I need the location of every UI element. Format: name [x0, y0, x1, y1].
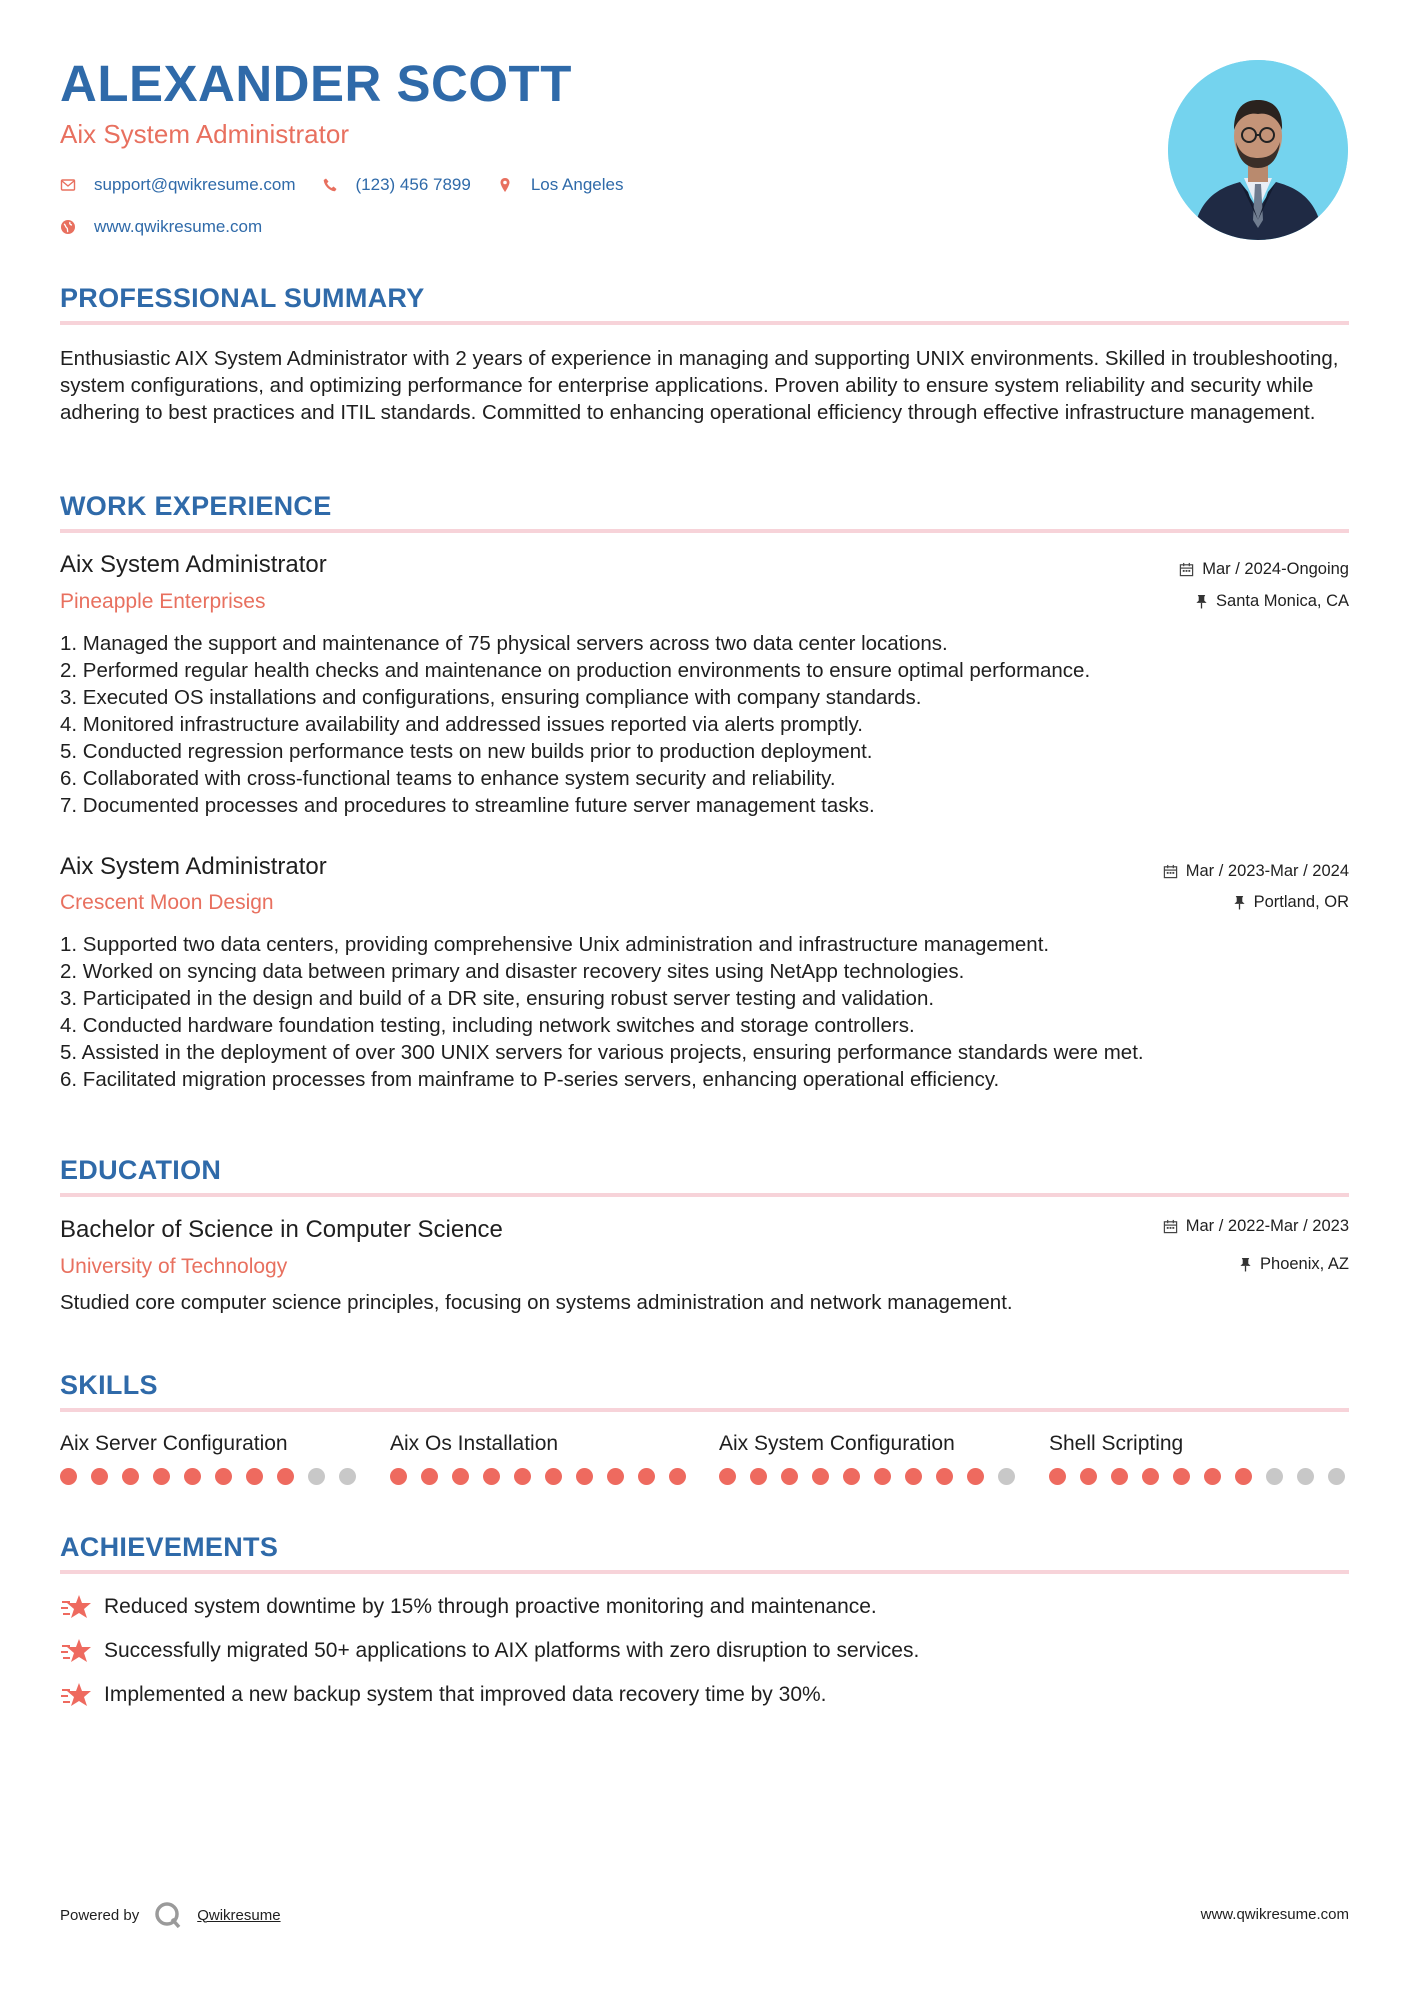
degree-title: Bachelor of Science in Computer Science [60, 1216, 503, 1243]
education-text: Studied core computer science principles, focusing on systems administration and network management. [60, 1291, 1013, 1314]
skill-rating [719, 1468, 1029, 1485]
summary-text: Enthusiastic AIX System Administrator with 2 years of experience in managing and supporting UNIX environments. Skilled in troubleshooting, system configurations, and optimizing performance for enterprise applications. Proven ability to ensure system reliability and security while adhering to best practices and ITIL standards. Committed to enhancing operational efficiency through effective infrastructure management. [60, 347, 1339, 424]
star-award-icon [60, 1592, 92, 1622]
job-company: Pineapple Enterprises [60, 590, 266, 613]
skill-item [60, 1433, 360, 1454]
list-item: 7. Documented processes and procedures to streamline future server management tasks. [60, 794, 875, 817]
job-dates [1163, 863, 1349, 880]
phone-icon [322, 177, 338, 193]
rating-dot-filled [874, 1468, 891, 1485]
candidate-role: Aix System Administrator [60, 119, 349, 149]
calendar-icon [1179, 562, 1194, 577]
achievement-text: Implemented a new backup system that improved data recovery time by 30%. [104, 1683, 827, 1706]
job-company: Crescent Moon Design [60, 891, 274, 914]
pushpin-icon [1239, 1257, 1252, 1272]
achievement-item [60, 1680, 827, 1710]
website-row [60, 217, 288, 237]
rating-dot-filled [514, 1468, 531, 1485]
rating-dot-filled [60, 1468, 77, 1485]
rating-dot-empty [1266, 1468, 1283, 1485]
list-item: 5. Assisted in the deployment of over 300 UNIX servers for various projects, ensuring performance standards were met. [60, 1041, 1144, 1064]
skill-rating [60, 1468, 370, 1485]
profile-photo [1168, 60, 1348, 240]
calendar-icon [1163, 864, 1178, 879]
achievement-text: Reduced system downtime by 15% through proactive monitoring and maintenance. [104, 1595, 877, 1618]
list-item: 6. Facilitated migration processes from mainframe to P-series servers, enhancing operational efficiency. [60, 1068, 1000, 1091]
rating-dot-filled [1111, 1468, 1128, 1485]
education-dates [1163, 1218, 1349, 1235]
rating-dot-filled [545, 1468, 562, 1485]
education-location-text: Phoenix, AZ [1260, 1255, 1349, 1273]
candidate-name: ALEXANDER SCOTT [60, 55, 572, 112]
job-location-text: Portland, OR [1253, 893, 1349, 911]
list-item: 2. Worked on syncing data between primary and disaster recovery sites using NetApp technologies. [60, 960, 965, 983]
profile-photo-illustration [1168, 60, 1348, 240]
section-divider [60, 321, 1349, 325]
rating-dot-filled [421, 1468, 438, 1485]
education-dates-text: Mar / 2022-Mar / 2023 [1185, 1217, 1349, 1235]
phone-item[interactable] [322, 175, 471, 195]
rating-dot-filled [812, 1468, 829, 1485]
rating-dot-filled [1235, 1468, 1252, 1485]
section-divider [60, 1408, 1349, 1412]
rating-dot-filled [122, 1468, 139, 1485]
job-location [1195, 593, 1349, 610]
rating-dot-empty [339, 1468, 356, 1485]
school-name: University of Technology [60, 1255, 288, 1278]
list-item: 4. Conducted hardware foundation testing, including network switches and storage controllers. [60, 1014, 915, 1037]
rating-dot-filled [246, 1468, 263, 1485]
rating-dot-filled [607, 1468, 624, 1485]
rating-dot-filled [781, 1468, 798, 1485]
rating-dot-filled [750, 1468, 767, 1485]
star-award-icon [60, 1680, 92, 1710]
achievement-item [60, 1592, 877, 1622]
rating-dot-filled [936, 1468, 953, 1485]
job-location-text: Santa Monica, CA [1216, 592, 1349, 610]
job-title: Aix System Administrator [60, 551, 327, 578]
section-divider [60, 529, 1349, 533]
rating-dot-empty [1328, 1468, 1345, 1485]
footer-powered-by [60, 1900, 281, 1930]
brand-link[interactable]: Qwikresume [197, 1906, 281, 1924]
website-text: www.qwikresume.com [94, 217, 263, 236]
list-item: 3. Executed OS installations and configurations, ensuring compliance with company standards. [60, 686, 922, 709]
rating-dot-filled [967, 1468, 984, 1485]
rating-dot-filled [452, 1468, 469, 1485]
pushpin-icon [1233, 895, 1246, 910]
section-divider [60, 1570, 1349, 1574]
list-item: 3. Participated in the design and build of a DR site, ensuring robust server testing and validation. [60, 987, 935, 1010]
skill-rating [390, 1468, 700, 1485]
rating-dot-filled [483, 1468, 500, 1485]
list-item: 5. Conducted regression performance tests on new builds prior to production deployment. [60, 740, 873, 763]
rating-dot-filled [669, 1468, 686, 1485]
section-title-education: EDUCATION [60, 1155, 222, 1185]
rating-dot-filled [719, 1468, 736, 1485]
rating-dot-filled [1204, 1468, 1221, 1485]
star-award-icon [60, 1636, 92, 1666]
skill-rating [1049, 1468, 1359, 1485]
skill-item [390, 1433, 690, 1454]
skill-name: Aix Server Configuration [60, 1432, 288, 1455]
rating-dot-filled [1049, 1468, 1066, 1485]
section-title-summary: PROFESSIONAL SUMMARY [60, 283, 425, 313]
skill-item [719, 1433, 1019, 1454]
phone-text: (123) 456 7899 [355, 175, 471, 194]
rating-dot-filled [153, 1468, 170, 1485]
rating-dot-empty [1297, 1468, 1314, 1485]
list-item: 2. Performed regular health checks and maintenance on production environments to ensure optimal performance. [60, 659, 1091, 682]
job-title: Aix System Administrator [60, 853, 327, 880]
section-title-skills: SKILLS [60, 1370, 158, 1400]
achievement-text: Successfully migrated 50+ applications to AIX platforms with zero disruption to services. [104, 1639, 920, 1662]
location-item [497, 175, 624, 195]
job-dates-text: Mar / 2024-Ongoing [1202, 560, 1349, 578]
list-item: 6. Collaborated with cross-functional teams to enhance system security and reliability. [60, 767, 836, 790]
list-item: 1. Managed the support and maintenance of 75 physical servers across two data center locations. [60, 632, 948, 655]
email-text: support@qwikresume.com [94, 175, 296, 194]
job-bullets [60, 931, 1349, 1093]
rating-dot-filled [638, 1468, 655, 1485]
skill-name: Aix System Configuration [719, 1432, 955, 1455]
section-title-achievements: ACHIEVEMENTS [60, 1532, 279, 1562]
job-bullets [60, 630, 1349, 819]
job-location [1233, 894, 1349, 911]
rating-dot-filled [390, 1468, 407, 1485]
rating-dot-filled [91, 1468, 108, 1485]
rating-dot-filled [576, 1468, 593, 1485]
envelope-icon [60, 177, 76, 193]
rating-dot-filled [843, 1468, 860, 1485]
rating-dot-filled [1173, 1468, 1190, 1485]
rating-dot-filled [277, 1468, 294, 1485]
contact-row [60, 175, 649, 195]
rating-dot-filled [1142, 1468, 1159, 1485]
rating-dot-empty [998, 1468, 1015, 1485]
powered-by-label: Powered by [60, 1906, 140, 1924]
email-item[interactable] [60, 175, 296, 195]
footer-site[interactable]: www.qwikresume.com [1200, 1906, 1349, 1923]
skill-name: Aix Os Installation [390, 1432, 559, 1455]
job-dates-text: Mar / 2023-Mar / 2024 [1185, 862, 1349, 880]
map-pin-icon [497, 177, 513, 193]
skill-item [1049, 1433, 1349, 1454]
rating-dot-filled [184, 1468, 201, 1485]
section-divider [60, 1193, 1349, 1197]
job-dates [1179, 561, 1349, 578]
skill-name: Shell Scripting [1049, 1432, 1184, 1455]
education-location [1239, 1256, 1349, 1273]
website-item[interactable] [60, 217, 262, 237]
list-item: 4. Monitored infrastructure availability and addressed issues reported via alerts promptly. [60, 713, 863, 736]
rating-dot-filled [1080, 1468, 1097, 1485]
pushpin-icon [1195, 594, 1208, 609]
rating-dot-filled [905, 1468, 922, 1485]
section-title-experience: WORK EXPERIENCE [60, 491, 332, 521]
location-text: Los Angeles [530, 175, 624, 194]
qwikresume-logo-icon [153, 1900, 183, 1930]
rating-dot-empty [308, 1468, 325, 1485]
globe-icon [60, 219, 76, 235]
achievement-item [60, 1636, 919, 1666]
list-item: 1. Supported two data centers, providing comprehensive Unix administration and infrastructure management. [60, 933, 1050, 956]
calendar-icon [1163, 1219, 1178, 1234]
rating-dot-filled [215, 1468, 232, 1485]
